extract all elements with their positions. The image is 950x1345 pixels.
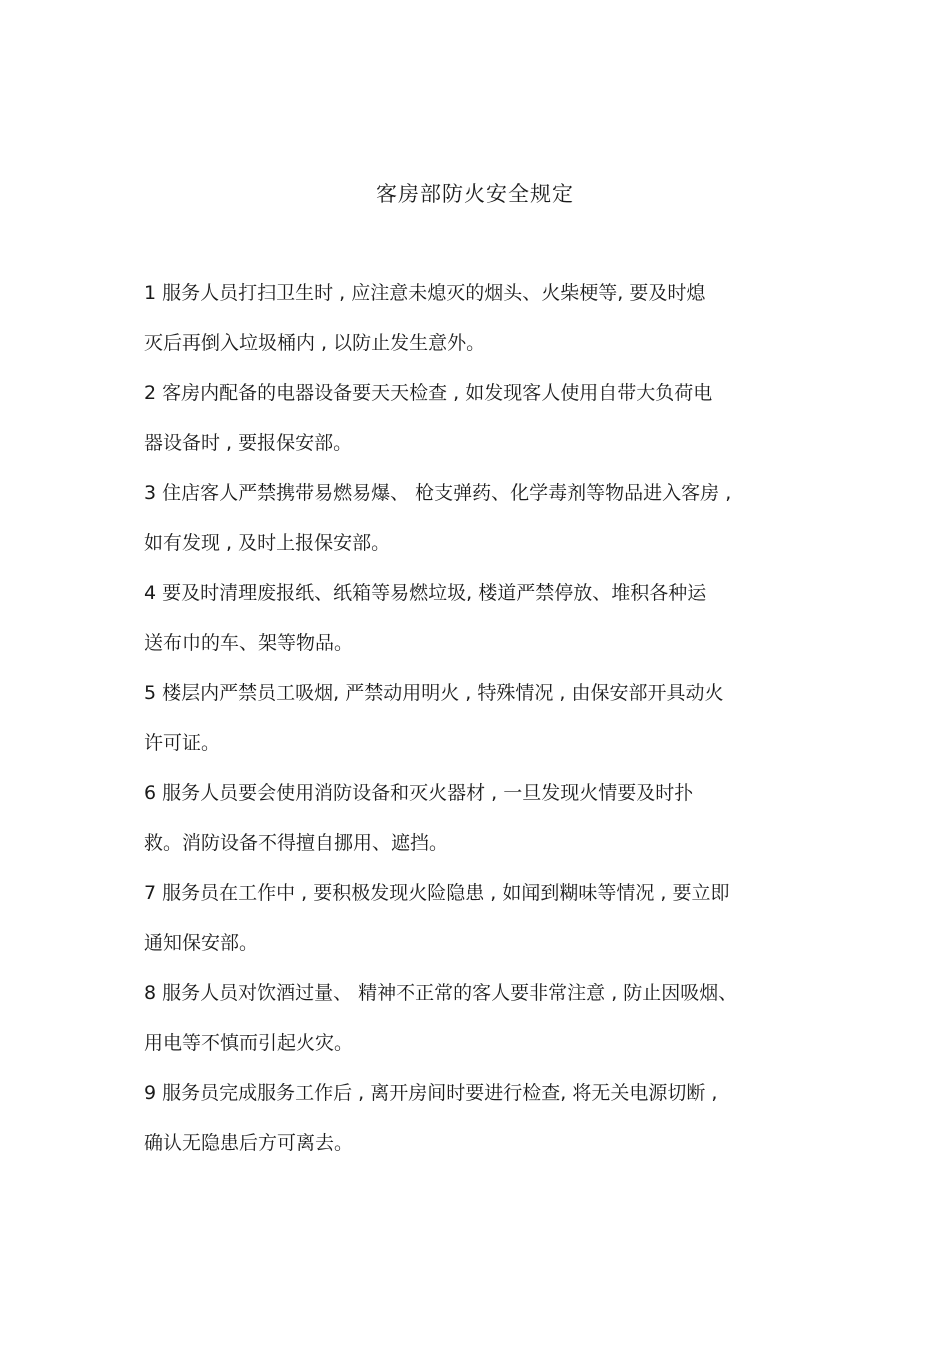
- document-title: 客房部防火安全规定: [376, 182, 574, 206]
- rule-4-line-1: 4 要及时清理废报纸、纸箱等易燃垃圾, 楼道严禁停放、堆积各种运: [144, 582, 707, 604]
- rule-2-line-2: 器设备时 , 要报保安部。: [144, 432, 353, 454]
- rule-2-line-1: 2 客房内配备的电器设备要天天检查 , 如发现客人使用自带大负荷电: [144, 382, 713, 404]
- rule-6-line-2: 救。消防设备不得擅自挪用、遮挡。: [144, 832, 449, 854]
- rule-list: [144, 280, 814, 1180]
- rule-1-line-2: 灭后再倒入垃圾桶内 , 以防止发生意外。: [144, 332, 486, 354]
- rule-1-line-1: 1 服务人员打扫卫生时 , 应注意未熄灭的烟头、火柴梗等, 要及时熄: [144, 282, 706, 304]
- rule-5-line-2: 许可证。: [144, 732, 221, 754]
- rule-8-line-2: 用电等不慎而引起火灾。: [144, 1032, 354, 1054]
- rule-3-line-2: 如有发现 , 及时上报保安部。: [144, 532, 391, 554]
- rule-3-line-1: 3 住店客人严禁携带易燃易爆、 枪支弹药、化学毒剂等物品进入客房 ,: [144, 482, 732, 504]
- rule-4-line-2: 送布巾的车、架等物品。: [144, 632, 354, 654]
- rule-5-line-1: 5 楼层内严禁员工吸烟, 严禁动用明火 , 特殊情况 , 由保安部开具动火: [144, 682, 724, 704]
- rule-7-line-1: 7 服务员在工作中 , 要积极发现火险隐患 , 如闻到糊味等情况 , 要立即: [144, 882, 730, 904]
- rule-9-line-2: 确认无隐患后方可离去。: [144, 1132, 354, 1154]
- rule-9-line-1: 9 服务员完成服务工作后 , 离开房间时要进行检查, 将无关电源切断 ,: [144, 1082, 718, 1104]
- rule-6-line-1: 6 服务人员要会使用消防设备和灭火器材 , 一旦发现火情要及时扑: [144, 782, 694, 804]
- rule-7-line-2: 通知保安部。: [144, 932, 259, 954]
- rule-8-line-1: 8 服务人员对饮酒过量、 精神不正常的客人要非常注意 , 防止因吸烟、: [144, 982, 738, 1004]
